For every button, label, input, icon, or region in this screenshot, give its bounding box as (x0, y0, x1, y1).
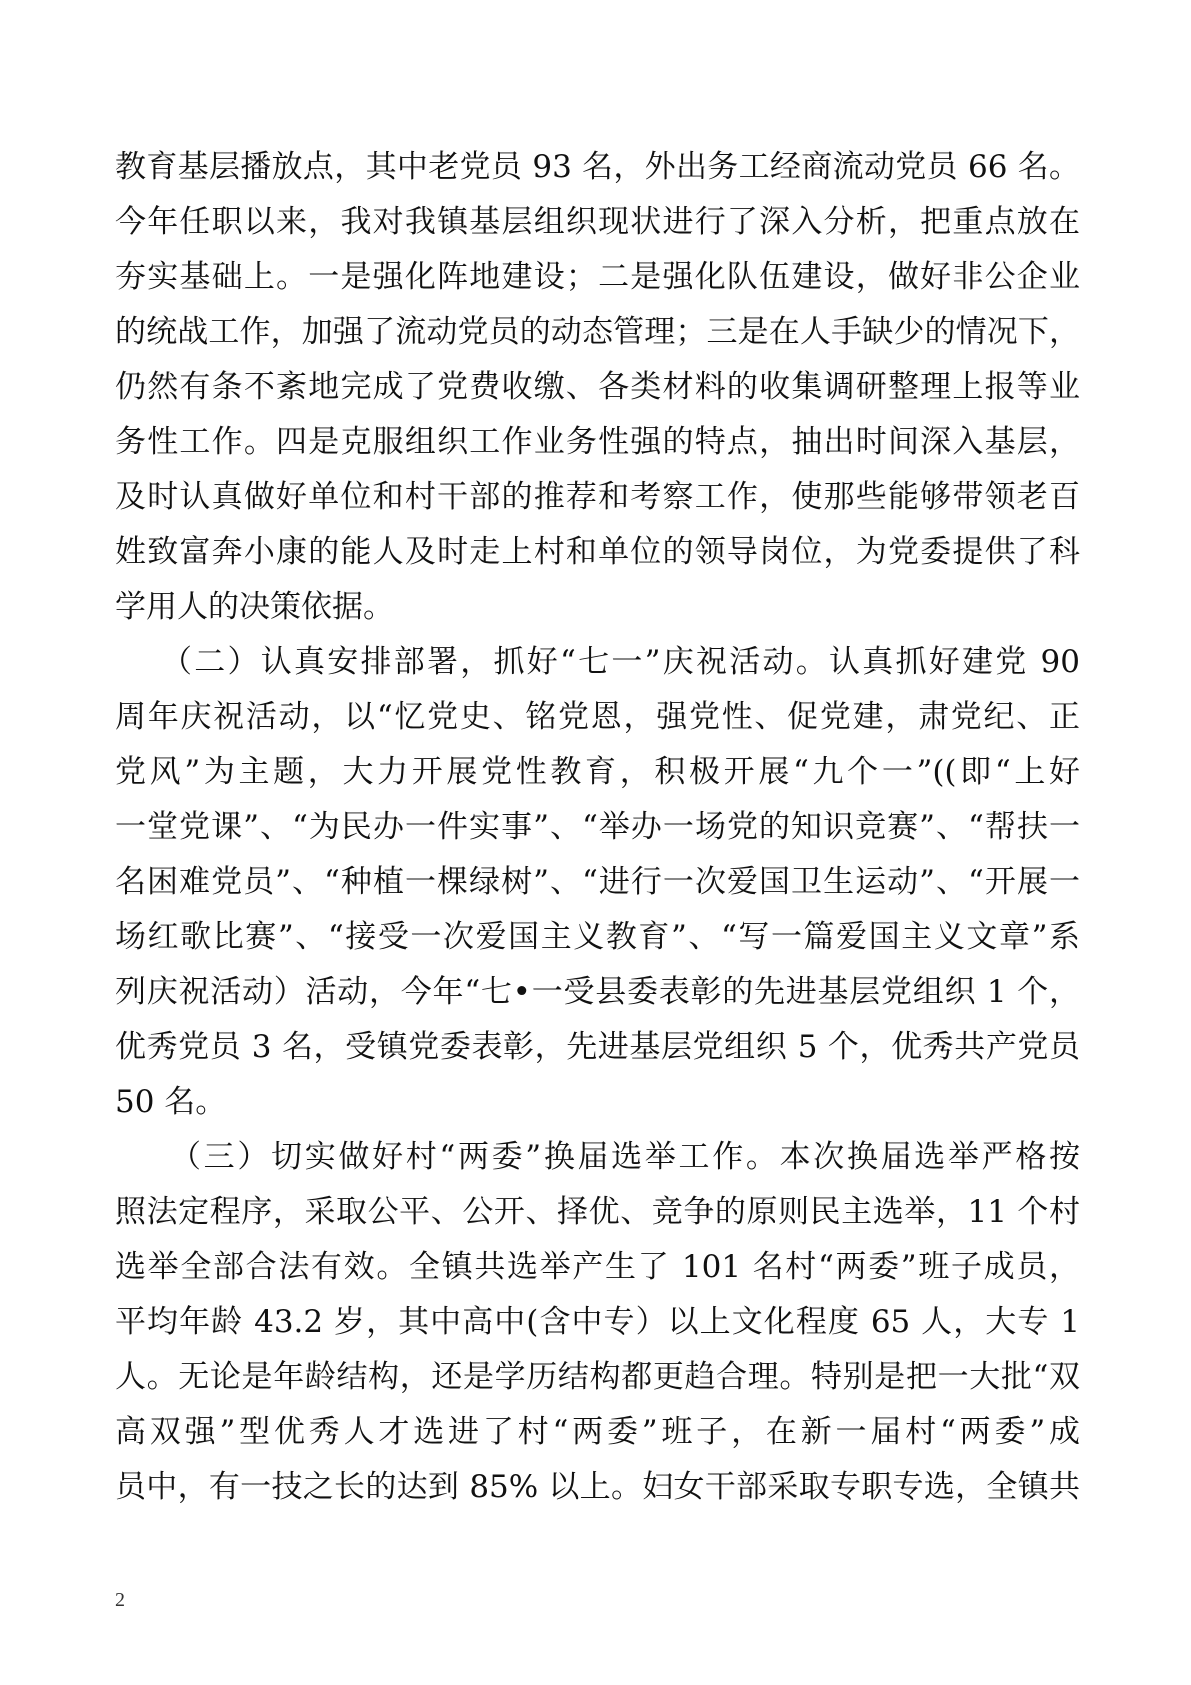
body-line: 列庆祝活动）活动，今年“七•一受县委表彰的先进基层党组织 1 个， (115, 974, 1080, 1010)
body-line: 照法定程序，采取公平、公开、择优、竞争的原则民主选举，11 个村 (115, 1194, 1080, 1230)
body-line: 50 名。 (115, 1084, 227, 1120)
document-body (115, 140, 1080, 1515)
body-line: 党风”为主题，大力开展党性教育，积极开展“九个一”((即“上好 (115, 754, 1080, 790)
body-line: 学用人的决策依据。 (115, 589, 394, 625)
body-line: 仍然有条不紊地完成了党费收缴、各类材料的收集调研整理上报等业 (115, 369, 1080, 405)
body-line: 务性工作。四是克服组织工作业务性强的特点，抽出时间深入基层， (115, 424, 1080, 460)
body-line: 今年任职以来，我对我镇基层组织现状进行了深入分析，把重点放在 (115, 204, 1080, 240)
body-line: 场红歌比赛”、“接受一次爱国主义教育”、“写一篇爱国主义文章”系 (115, 919, 1080, 955)
body-line: 姓致富奔小康的能人及时走上村和单位的领导岗位，为党委提供了科 (115, 534, 1080, 570)
body-line: 的统战工作，加强了流动党员的动态管理；三是在人手缺少的情况下， (115, 314, 1080, 350)
body-line: 夯实基础上。一是强化阵地建设；二是强化队伍建设，做好非公企业 (115, 259, 1080, 295)
body-line: 名困难党员”、“种植一棵绿树”、“进行一次爱国卫生运动”、“开展一 (115, 864, 1080, 900)
body-line-indented: （二）认真安排部署，抓好“七一”庆祝活动。认真抓好建党 90 (161, 644, 1080, 680)
body-line-indented: （三）切实做好村“两委”换届选举工作。本次换届选举严格按 (170, 1139, 1080, 1175)
body-line: 员中，有一技之长的达到 85% 以上。妇女干部采取专职专选，全镇共 (115, 1469, 1080, 1505)
body-line: 周年庆祝活动，以“忆党史、铭党恩，强党性、促党建，肃党纪、正 (115, 699, 1080, 735)
body-line: 人。无论是年龄结构，还是学历结构都更趋合理。特别是把一大批“双 (115, 1359, 1080, 1395)
body-line: 教育基层播放点，其中老党员 93 名，外出务工经商流动党员 66 名。 (115, 149, 1080, 185)
body-line: 优秀党员 3 名，受镇党委表彰，先进基层党组织 5 个，优秀共产党员 (115, 1029, 1080, 1065)
body-line: 平均年龄 43.2 岁，其中高中(含中专）以上文化程度 65 人，大专 1 (115, 1304, 1080, 1340)
body-line: 及时认真做好单位和村干部的推荐和考察工作，使那些能够带领老百 (115, 479, 1080, 515)
body-line: 选举全部合法有效。全镇共选举产生了 101 名村“两委”班子成员， (115, 1249, 1080, 1285)
body-line: 一堂党课”、“为民办一件实事”、“举办一场党的知识竞赛”、“帮扶一 (115, 809, 1080, 845)
page-number: 2 (115, 1589, 125, 1611)
body-line: 高双强”型优秀人才选进了村“两委”班子，在新一届村“两委”成 (115, 1414, 1080, 1450)
